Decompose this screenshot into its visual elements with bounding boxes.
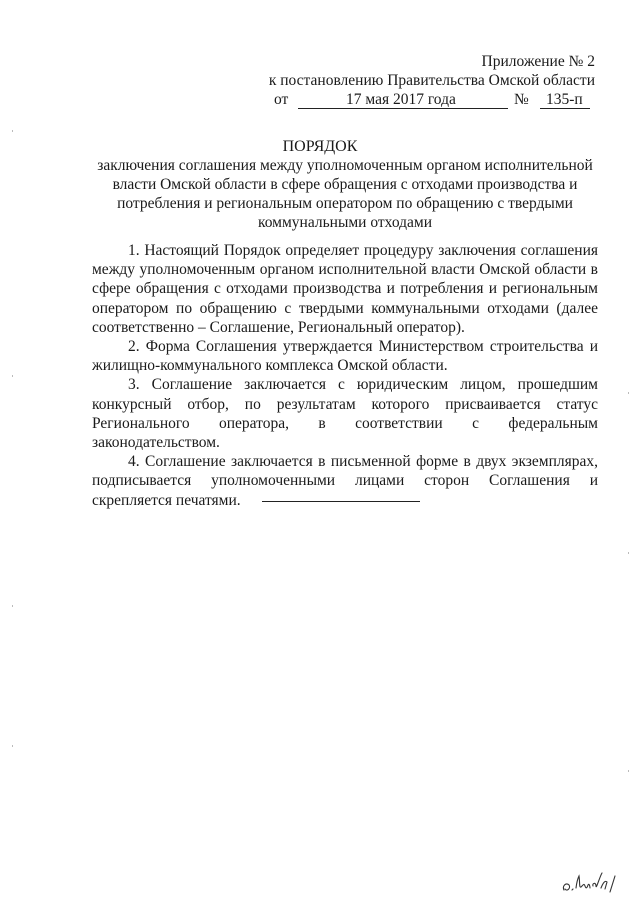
- handwritten-signature: [560, 868, 620, 896]
- paragraph-4: 4. Соглашение заключается в письменной форме в двух экземплярах, подписывается уполномоченными лицами сторон Соглашения и скрепляется печатями.: [92, 453, 598, 509]
- from-label: от: [274, 91, 289, 108]
- annex-header: [250, 52, 595, 110]
- number-field: [540, 90, 590, 109]
- annex-number: Приложение № 2: [481, 53, 595, 70]
- paragraph-1: 1. Настоящий Порядок определяет процедуру заключения соглашения между уполномоченным органом исполнительной власти Омской области в сфере обращения с отходами производства и потребления и региональным оператором по обращению с твердыми коммунальными отходами (далее соответственно – Соглашение, Региональный оператор).: [92, 242, 598, 336]
- date-value: 17 мая 2017 года: [346, 91, 456, 108]
- scan-speck: [12, 375, 13, 377]
- scan-speck: [628, 552, 629, 554]
- scan-speck: [628, 392, 629, 394]
- scan-speck: [628, 770, 629, 772]
- document-subtitle: заключения соглашения между уполномоченным органом исполнительной власти Омской области в сфере обращения с отходами производства и потребления и региональным оператором по обращению с твердыми коммунальными отходами: [97, 157, 593, 231]
- end-divider: [262, 501, 420, 502]
- annex-date-line: [250, 90, 595, 110]
- date-field: [298, 90, 508, 109]
- document-body: [92, 241, 598, 510]
- annex-reference: к постановлению Правительства Омской области: [268, 72, 595, 89]
- scan-speck: [12, 745, 13, 747]
- paragraph-3: 3. Соглашение заключается с юридическим лицом, прошедшим конкурсный отбор, по результатам которого присваивается статус Регионального оператора, в соответствии с федеральным законодательством.: [92, 376, 598, 452]
- document-title: ПОРЯДОК: [282, 138, 358, 155]
- number-value: 135-п: [546, 91, 583, 108]
- number-label: №: [514, 91, 529, 108]
- paragraph-2: 2. Форма Соглашения утверждается Министерством строительства и жилищно-коммунального комплекса Омской области.: [92, 338, 598, 375]
- scan-speck: [12, 605, 13, 607]
- scan-speck: [12, 130, 13, 132]
